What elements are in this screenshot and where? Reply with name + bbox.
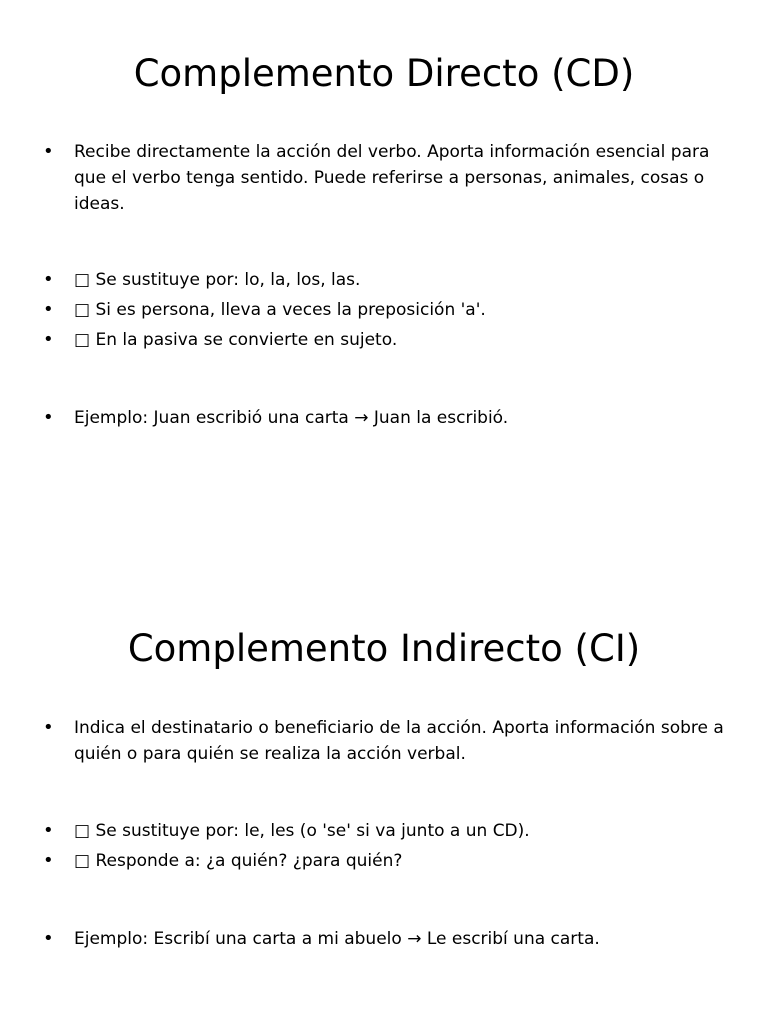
section-title: Complemento Directo (CD) [133,52,635,95]
description-text: Recibe directamente la acción del verbo. Aporta información esencial para que el verbo tenga sentido. Puede referirse a personas, animales, cosas o ideas. [74,142,710,214]
rule-item: □ Responde a: ¿a quién? ¿para quién? [74,851,403,871]
example-text: Ejemplo: Juan escribió una carta → Juan la escribió. [74,408,509,428]
bullet-icon: • [43,329,54,350]
bullet-icon: • [43,928,54,949]
rule-item: □ Se sustituye por: lo, la, los, las. [74,270,361,290]
section-title: Complemento Indirecto (CI) [127,627,641,670]
bullet-icon: • [43,299,54,320]
bullet-icon: • [43,717,54,738]
bullet-icon: • [43,269,54,290]
bullet-icon: • [43,820,54,841]
rule-item: □ Si es persona, lleva a veces la preposición 'a'. [74,300,486,320]
bullet-icon: • [43,141,54,162]
bullet-icon: • [43,850,54,871]
rule-item: □ En la pasiva se convierte en sujeto. [74,330,398,350]
rule-item: □ Se sustituye por: le, les (o 'se' si va junto a un CD). [74,821,530,841]
example-text: Ejemplo: Escribí una carta a mi abuelo → Le escribí una carta. [74,929,600,949]
bullet-icon: • [43,407,54,428]
description-text: Indica el destinatario o beneficiario de la acción. Aporta información sobre a quién o para quién se realiza la acción verbal. [74,718,724,764]
